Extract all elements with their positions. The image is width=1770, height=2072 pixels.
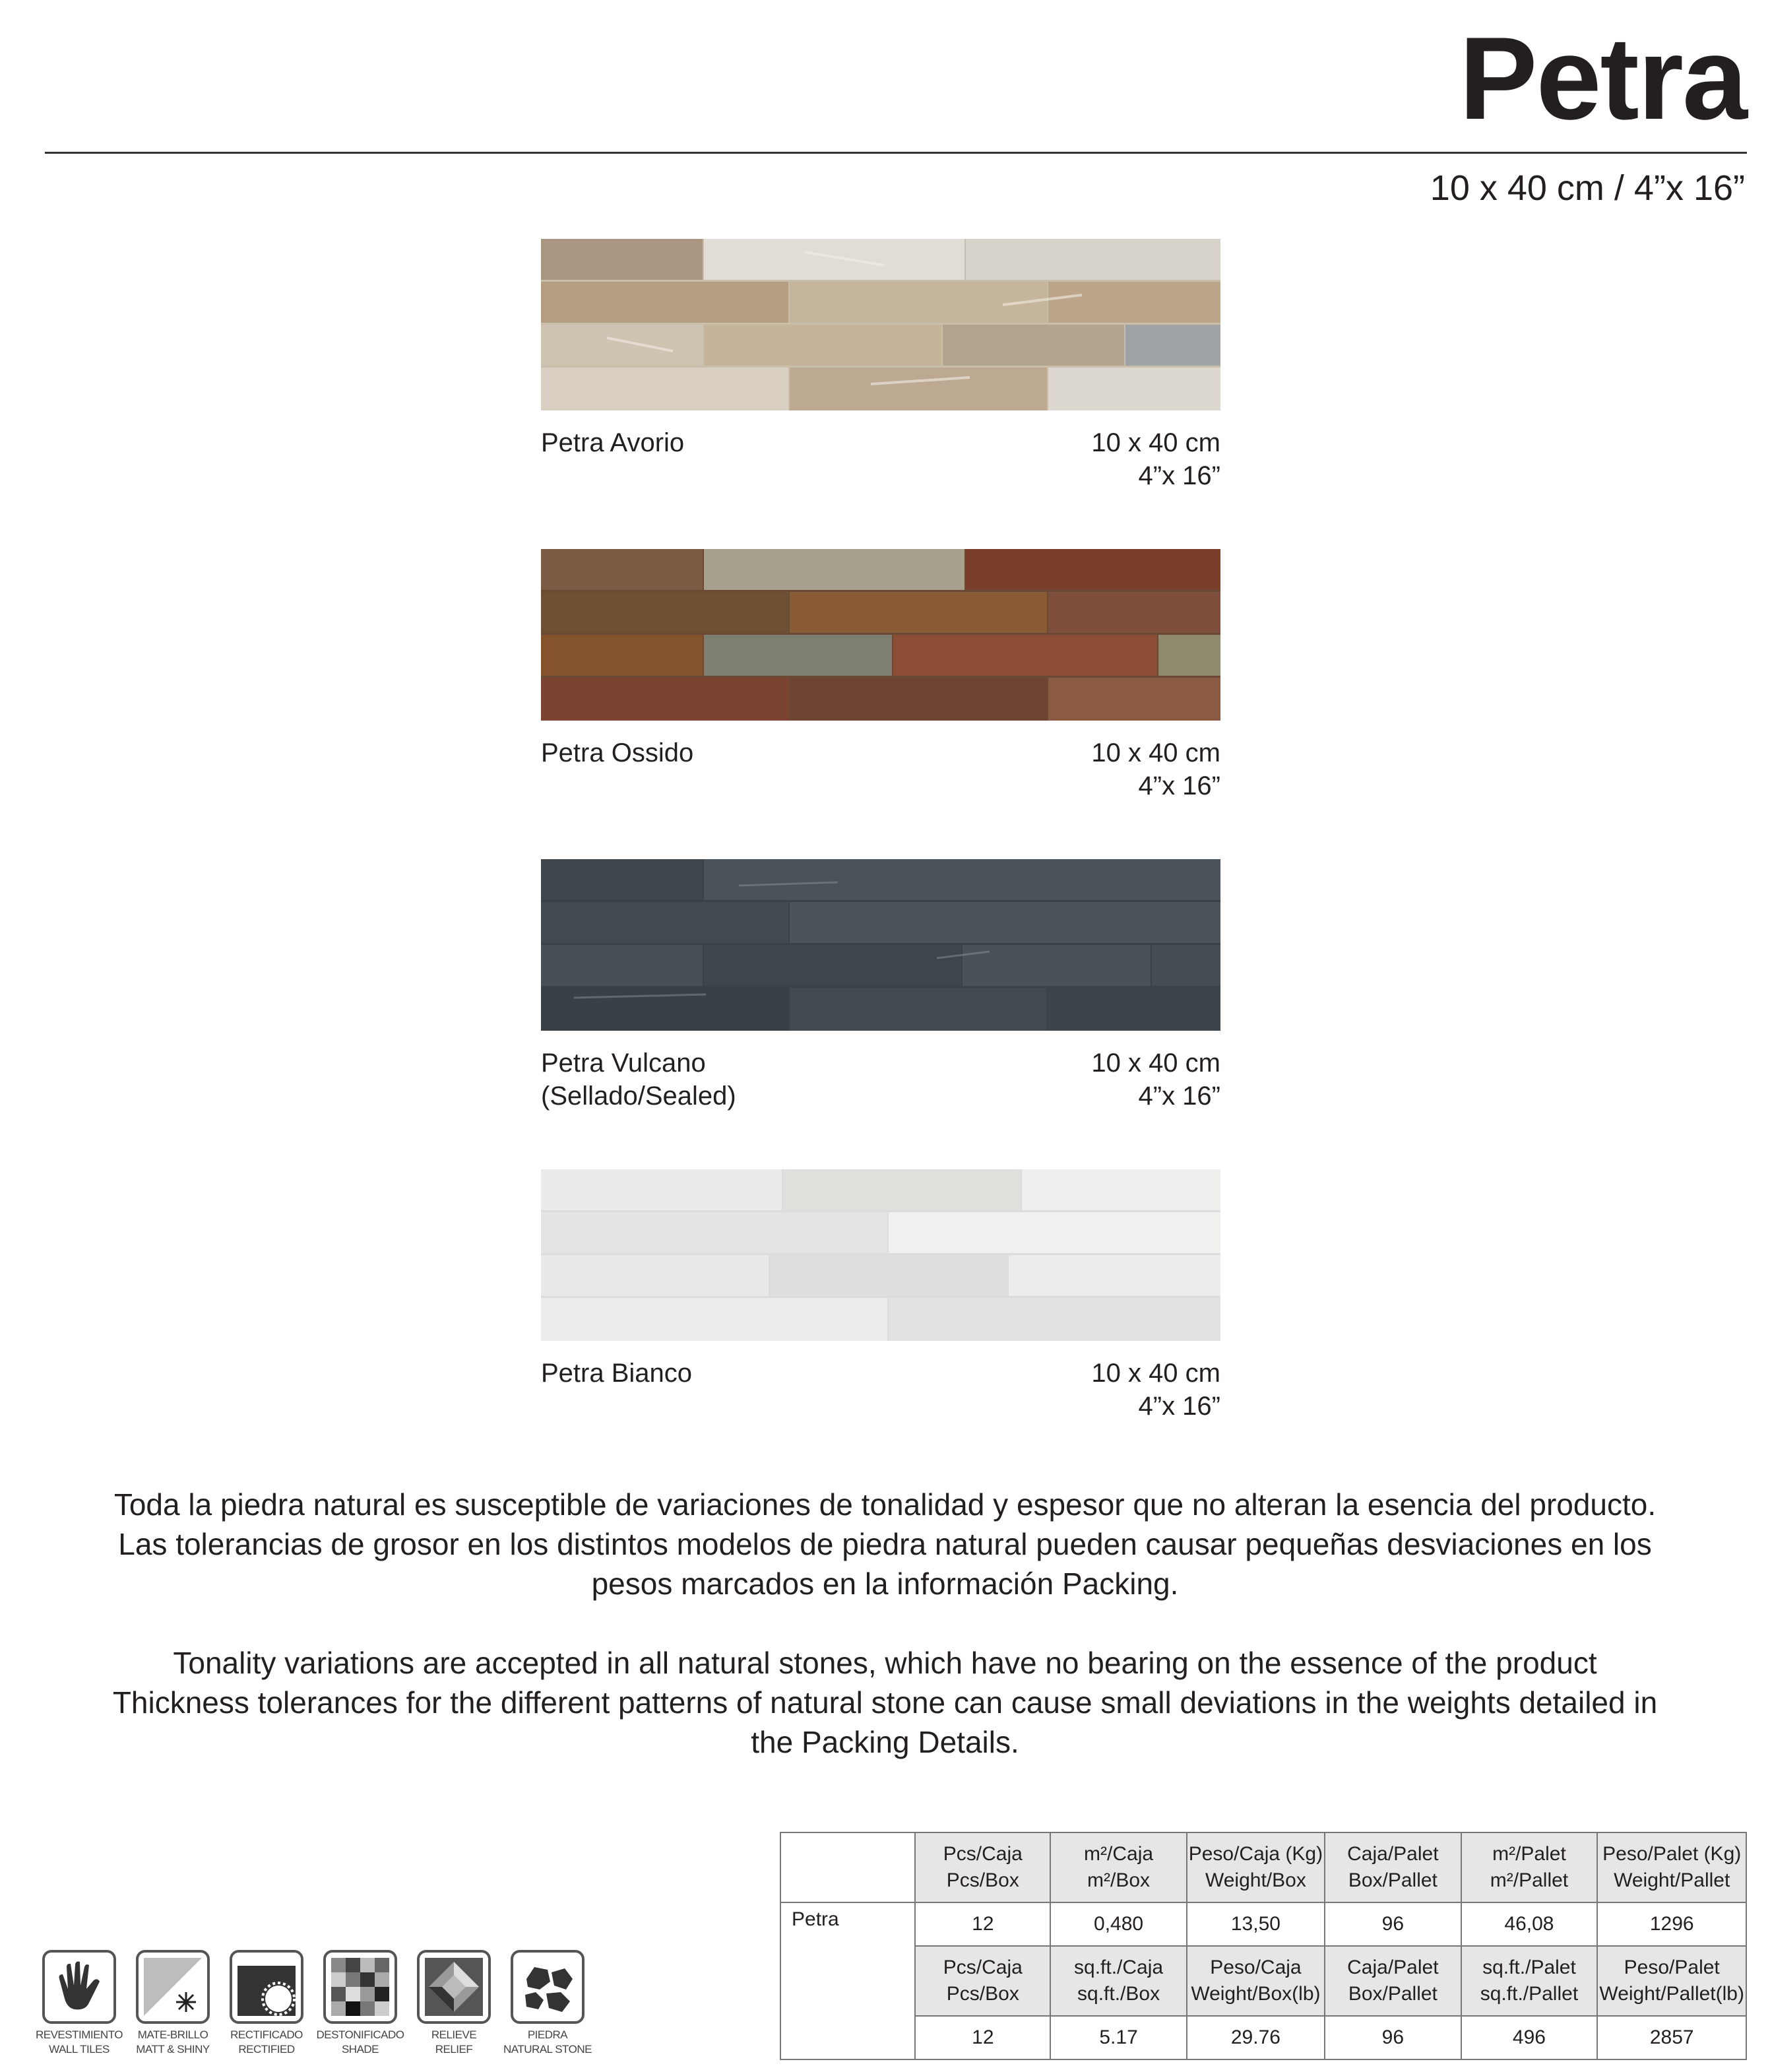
row-label: Petra xyxy=(780,1902,915,2059)
icon-label-es: RECTIFICADO xyxy=(230,2028,303,2041)
hand-icon xyxy=(42,1950,116,2024)
feature-natural-stone xyxy=(501,1950,594,2057)
table-cell: 13,50 xyxy=(1187,1902,1325,1946)
note-line: Tonality variations are accepted in all natural stones, which have no bearing on the essence of the product xyxy=(173,1646,1597,1680)
table-cell: 1296 xyxy=(1597,1902,1746,1946)
header-es: Peso/Caja (Kg) xyxy=(1188,1843,1323,1865)
natural-stone-icon xyxy=(511,1950,585,2024)
shade-icon xyxy=(323,1950,397,2024)
icon-label xyxy=(314,2028,406,2057)
header-en: sq.ft./Pallet xyxy=(1480,1983,1579,2005)
header-es: Peso/Caja xyxy=(1210,1957,1302,1978)
imperial-value-row xyxy=(780,2016,1746,2059)
note-line: Las tolerancias de grosor en los distintos modelos de piedra natural pueden causar pequeñas desviaciones en los xyxy=(118,1527,1652,1561)
header-es: m²/Palet xyxy=(1492,1843,1566,1865)
note-line: pesos marcados en la información Packing. xyxy=(591,1567,1179,1601)
icon-label-en: RECTIFIED xyxy=(238,2043,295,2056)
table-header xyxy=(1325,1946,1461,2016)
table-cell: 0,480 xyxy=(1050,1902,1186,1946)
packing-table xyxy=(780,1832,1747,2060)
table-header xyxy=(915,1946,1050,2016)
header-en: m²/Box xyxy=(1087,1869,1151,1891)
icon-label xyxy=(408,2028,500,2057)
format-subtitle: 10 x 40 cm / 4”x 16” xyxy=(1430,168,1745,208)
table-header xyxy=(1461,1832,1598,1902)
product-vulcano xyxy=(541,859,1220,1119)
swatch-vulcano xyxy=(541,859,1220,1031)
table-header xyxy=(1187,1946,1325,2016)
table-header xyxy=(915,1832,1050,1902)
table-cell: 29.76 xyxy=(1187,2016,1325,2059)
header-es: Caja/Palet xyxy=(1347,1957,1439,1978)
header-en: Weight/Box(lb) xyxy=(1191,1983,1321,2005)
feature-rectified xyxy=(220,1950,313,2057)
size-metric: 10 x 40 cm xyxy=(1091,738,1220,767)
size-metric: 10 x 40 cm xyxy=(1091,1049,1220,1078)
notes-spanish xyxy=(26,1485,1744,1603)
metric-header-row xyxy=(780,1832,1746,1902)
matt-shiny-icon xyxy=(136,1950,210,2024)
header-en: m²/Pallet xyxy=(1490,1869,1569,1891)
swatch-ossido xyxy=(541,549,1220,721)
size-metric: 10 x 40 cm xyxy=(1091,1359,1220,1388)
table-header xyxy=(1597,1832,1746,1902)
feature-relief xyxy=(408,1950,500,2057)
icon-label-es: PIEDRA xyxy=(527,2028,568,2041)
icon-label xyxy=(220,2028,313,2057)
icon-label-en: WALL TILES xyxy=(49,2043,110,2056)
page-title: Petra xyxy=(1459,13,1746,144)
feature-matt-shiny xyxy=(127,1950,219,2057)
header-es: m²/Caja xyxy=(1084,1843,1154,1865)
note-line: Thickness tolerances for the different patterns of natural stone can cause small deviations in the weights detailed in xyxy=(112,1685,1658,1720)
size-imperial: 4”x 16” xyxy=(1138,1392,1220,1421)
icon-label-en: SHADE xyxy=(341,2043,379,2056)
header-es: sq.ft./Palet xyxy=(1482,1957,1576,1978)
feature-icons xyxy=(33,1950,592,2069)
header-en: Weight/Pallet xyxy=(1614,1869,1730,1891)
icon-label-es: REVESTIMIENTO xyxy=(35,2028,123,2041)
icon-label xyxy=(127,2028,219,2057)
table-cell: 2857 xyxy=(1597,2016,1746,2059)
table-header xyxy=(1187,1832,1325,1902)
size-imperial: 4”x 16” xyxy=(1138,461,1220,490)
swatch-avorio xyxy=(541,239,1220,410)
product-avorio xyxy=(541,239,1220,499)
note-line: the Packing Details. xyxy=(751,1725,1019,1759)
icon-label-es: DESTONIFICADO xyxy=(316,2028,404,2041)
table-cell: 96 xyxy=(1325,1902,1461,1946)
icon-label xyxy=(501,2028,594,2057)
table-header xyxy=(1461,1946,1598,2016)
product-name: Petra Avorio xyxy=(541,428,685,457)
header-es: Caja/Palet xyxy=(1347,1843,1439,1865)
notes-english xyxy=(26,1643,1744,1762)
table-cell: 46,08 xyxy=(1461,1902,1598,1946)
relief-icon xyxy=(417,1950,491,2024)
icon-label-es: MATE-BRILLO xyxy=(137,2028,208,2041)
header-en: Weight/Pallet(lb) xyxy=(1599,1983,1744,2005)
product-subname: (Sellado/Sealed) xyxy=(541,1082,736,1111)
header-es: Pcs/Caja xyxy=(943,1957,1023,1978)
icon-label xyxy=(33,2028,125,2057)
header-es: Pcs/Caja xyxy=(943,1843,1023,1865)
table-header xyxy=(1050,1832,1186,1902)
header-es: Peso/Palet (Kg) xyxy=(1602,1843,1742,1865)
table-cell: 12 xyxy=(915,2016,1050,2059)
product-bianco xyxy=(541,1169,1220,1429)
feature-shade xyxy=(314,1950,406,2057)
header-en: Weight/Box xyxy=(1205,1869,1306,1891)
header-es: sq.ft./Caja xyxy=(1074,1957,1164,1978)
header-en: Box/Pallet xyxy=(1348,1869,1438,1891)
note-line: Toda la piedra natural es susceptible de variaciones de tonalidad y espesor que no alteran la esencia del producto. xyxy=(113,1487,1657,1522)
table-cell: 496 xyxy=(1461,2016,1598,2059)
icon-label-en: RELIEF xyxy=(435,2043,473,2056)
rectified-icon xyxy=(230,1950,303,2024)
feature-wall-tiles xyxy=(33,1950,125,2057)
header-es: Peso/Palet xyxy=(1624,1957,1720,1978)
header-en: Pcs/Box xyxy=(946,1869,1019,1891)
product-name: Petra Ossido xyxy=(541,738,694,767)
product-name: Petra Vulcano xyxy=(541,1049,706,1078)
table-corner xyxy=(780,1832,915,1902)
metric-value-row xyxy=(780,1902,1746,1946)
table-cell: 96 xyxy=(1325,2016,1461,2059)
header-en: Pcs/Box xyxy=(946,1983,1019,2005)
table-header xyxy=(1050,1946,1186,2016)
size-imperial: 4”x 16” xyxy=(1138,771,1220,800)
title-rule xyxy=(45,152,1747,154)
header-en: sq.ft./Box xyxy=(1077,1983,1160,2005)
table-header xyxy=(1597,1946,1746,2016)
table-header xyxy=(1325,1832,1461,1902)
table-cell: 12 xyxy=(915,1902,1050,1946)
product-name: Petra Bianco xyxy=(541,1359,693,1388)
swatch-bianco xyxy=(541,1169,1220,1341)
size-imperial: 4”x 16” xyxy=(1138,1082,1220,1111)
icon-label-en: NATURAL STONE xyxy=(503,2043,592,2056)
table-cell: 5.17 xyxy=(1050,2016,1186,2059)
product-ossido xyxy=(541,549,1220,809)
imperial-header-row xyxy=(780,1946,1746,2016)
size-metric: 10 x 40 cm xyxy=(1091,428,1220,457)
icon-label-en: MATT & SHINY xyxy=(136,2043,210,2056)
header-en: Box/Pallet xyxy=(1348,1983,1438,2005)
icon-label-es: RELIEVE xyxy=(431,2028,477,2041)
